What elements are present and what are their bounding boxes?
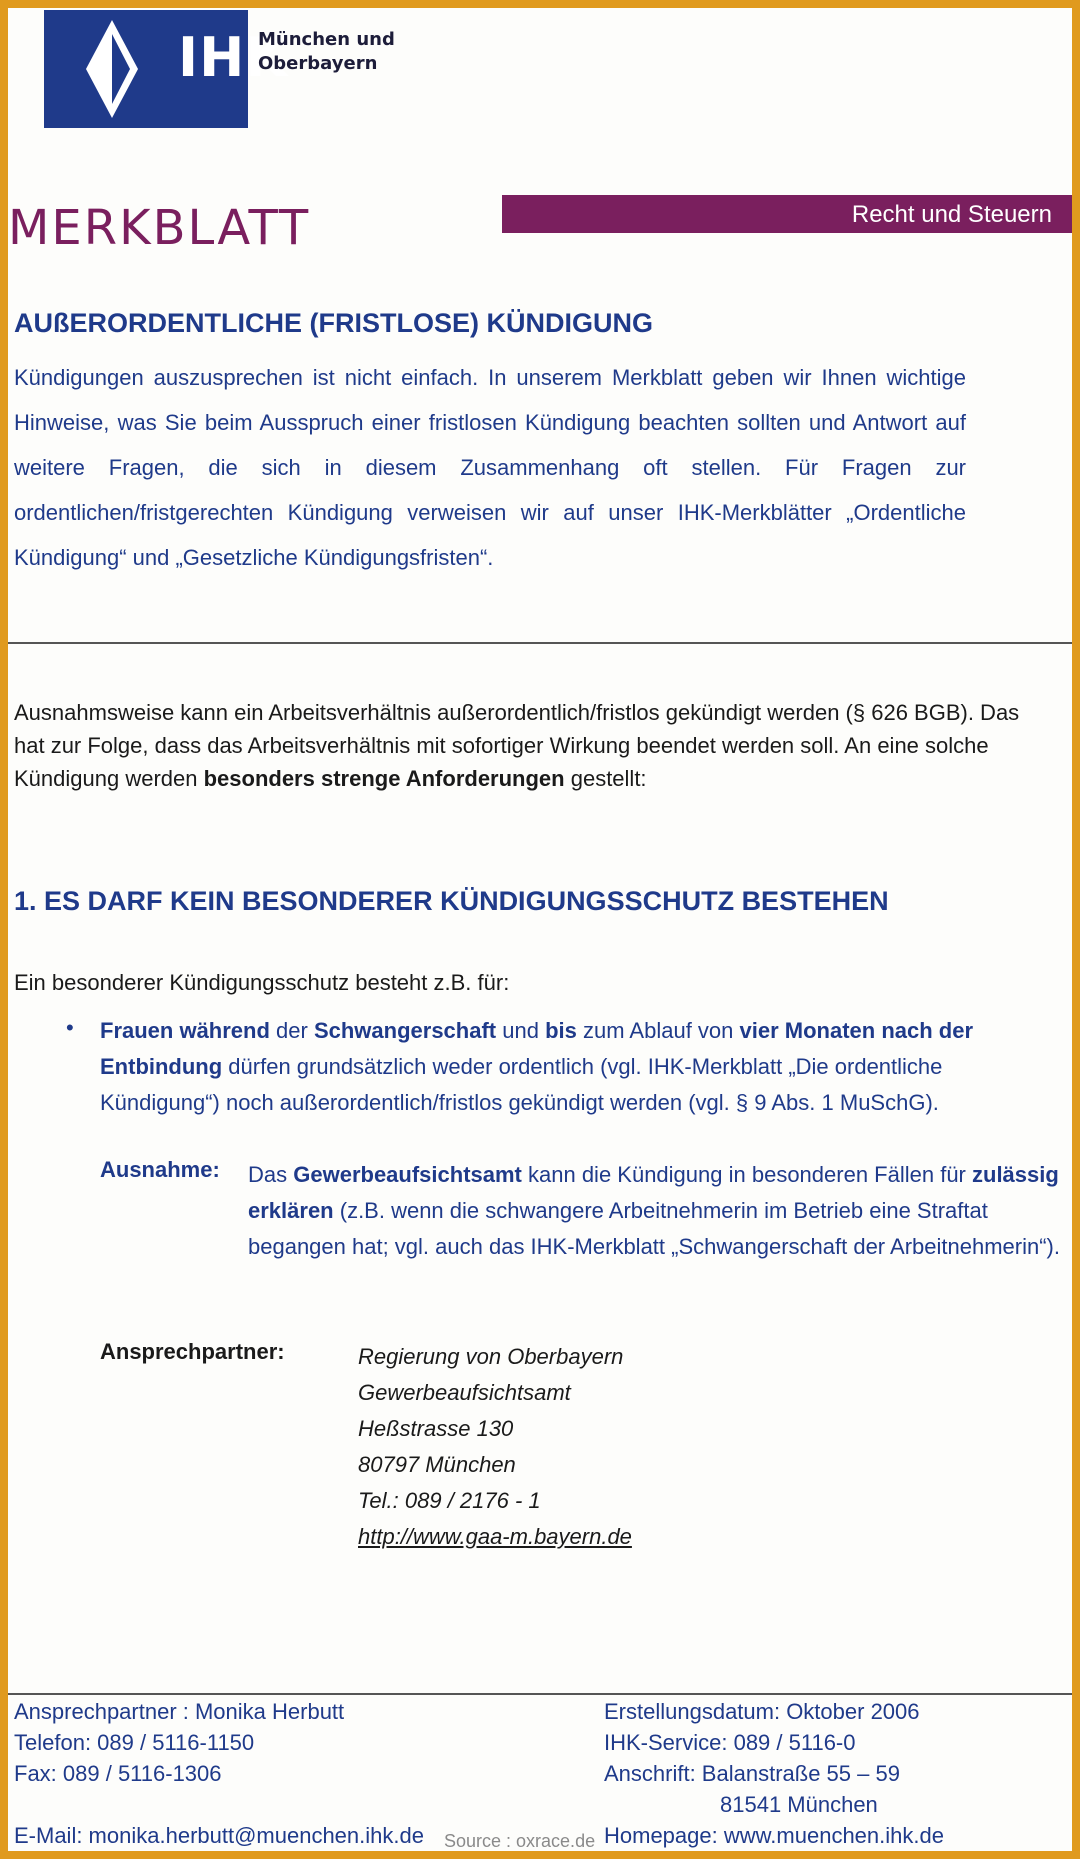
footer-divider	[8, 1693, 1072, 1695]
source-watermark: Source : oxrace.de	[444, 1831, 596, 1851]
exception-emphasis: zulässig erklären	[248, 1162, 1059, 1223]
bullet-text: dürfen grundsätzlich weder ordentlich (vgl. IHK-Merkblatt „Die ordentliche Kündigung“) noch außerordentlich/fristlos gekündigt werden (vgl. § 9 Abs. 1 MuSchG).	[100, 1054, 943, 1115]
footer-contact	[14, 1696, 424, 1851]
bullet-item	[100, 1013, 1060, 1121]
contact-label: Ansprechpartner:	[100, 1339, 285, 1364]
bullet-text: zum Ablauf von	[576, 1018, 740, 1043]
diamond-logo-icon	[86, 20, 138, 118]
bullet-emphasis: Frauen während	[100, 1018, 270, 1043]
contact-line: Heßstrasse 130	[358, 1416, 514, 1441]
exception-label: Ausnahme:	[100, 1157, 220, 1182]
intro-paragraph: Kündigungen auszusprechen ist nicht einfach. In unserem Merkblatt geben wir Ihnen wichtige Hinweise, was Sie beim Ausspruch einer fristlosen Kündigung beachten sollten und Antwort auf weitere Fragen, die sich in diesem Zusammenhang oft stellen. Für Fragen zur ordentlichen/fristgerechten Kündigung verweisen wir auf unser IHK-Merkblätter „Ordentliche Kündigung“ und „Gesetzliche Kündigungsfristen“.	[14, 365, 966, 570]
divider	[8, 642, 1072, 644]
bullet-emphasis: Schwangerschaft	[313, 1018, 497, 1043]
footer-contact-person: Ansprechpartner : Monika Herbutt	[14, 1699, 345, 1724]
exception-segment: Das	[248, 1162, 294, 1187]
document-page	[8, 8, 1072, 1851]
bullet-emphasis: vier Monaten nach der Entbindung	[100, 1018, 974, 1079]
body-emphasis: besonders strenge Anforderungen	[203, 766, 565, 791]
exception-segment: kann die Kündigung in besonderen Fällen für	[521, 1162, 972, 1187]
contact-website-link[interactable]: http://www.gaa-m.bayern.de	[358, 1524, 632, 1549]
category-band	[502, 195, 1072, 233]
logo-subtitle-line2: Oberbayern	[258, 53, 378, 74]
ihk-logo	[44, 10, 289, 128]
footer-email: E-Mail: monika.herbutt@muenchen.ihk.de	[14, 1823, 424, 1848]
footer-homepage: Homepage: www.muenchen.ihk.de	[604, 1823, 944, 1848]
logo-subtitle	[258, 28, 395, 76]
exception-emphasis: Gewerbeaufsichtsamt	[293, 1162, 522, 1187]
document-type-title: MERKBLATT	[8, 200, 311, 256]
footer-address-city: 81541 München	[720, 1792, 878, 1817]
bullet-emphasis: bis	[545, 1018, 577, 1043]
exception-segment: (z.B. wenn die schwangere Arbeitnehmerin im Betrieb eine Straftat begangen hat; vgl. auch das IHK-Merkblatt „Schwangerschaft der Arbeitnehmerin“).	[248, 1198, 1060, 1259]
category-label: Recht und Steuern	[851, 201, 1052, 228]
bullet-icon: •	[66, 1015, 74, 1040]
contact-line: Gewerbeaufsichtsamt	[358, 1380, 571, 1405]
footer-phone: Telefon: 089 / 5116-1150	[14, 1730, 255, 1755]
body-paragraph	[14, 696, 1054, 795]
contact-line: Regierung von Oberbayern	[358, 1344, 624, 1369]
footer-fax: Fax: 089 / 5116-1306	[14, 1761, 222, 1786]
page-title: AUßERORDENTLICHE (FRISTLOSE) KÜNDIGUNG	[14, 308, 653, 338]
contact-line: Tel.: 089 / 2176 - 1	[358, 1488, 541, 1513]
logo-text: IHK	[178, 26, 289, 89]
footer-created-date: Erstellungsdatum: Oktober 2006	[604, 1699, 920, 1724]
section-intro: Ein besonderer Kündigungsschutz besteht z.B. für:	[14, 970, 510, 995]
body-text: Ausnahmsweise kann ein Arbeitsverhältnis außerordentlich/fristlos gekündigt werden (§ 626 BGB). Das hat zur Folge, dass das Arbeitsverhältnis mit sofortiger Wirkung beendet werden soll. An eine solche Kündigung werden	[14, 700, 1020, 791]
footer-address: Anschrift: Balanstraße 55 – 59	[604, 1761, 900, 1786]
logo-subtitle-line1: München und	[258, 29, 395, 50]
footer-info	[604, 1696, 944, 1851]
contact-line: 80797 München	[358, 1452, 516, 1477]
footer-service: IHK-Service: 089 / 5116-0	[604, 1730, 856, 1755]
section-heading: 1. ES DARF KEIN BESONDERER KÜNDIGUNGSSCHUTZ BESTEHEN	[14, 886, 889, 916]
contact-block	[358, 1339, 632, 1555]
bullet-text: der	[269, 1018, 314, 1043]
body-text: gestellt:	[564, 766, 647, 791]
exception-text	[248, 1157, 1068, 1265]
bullet-text: und	[496, 1018, 546, 1043]
